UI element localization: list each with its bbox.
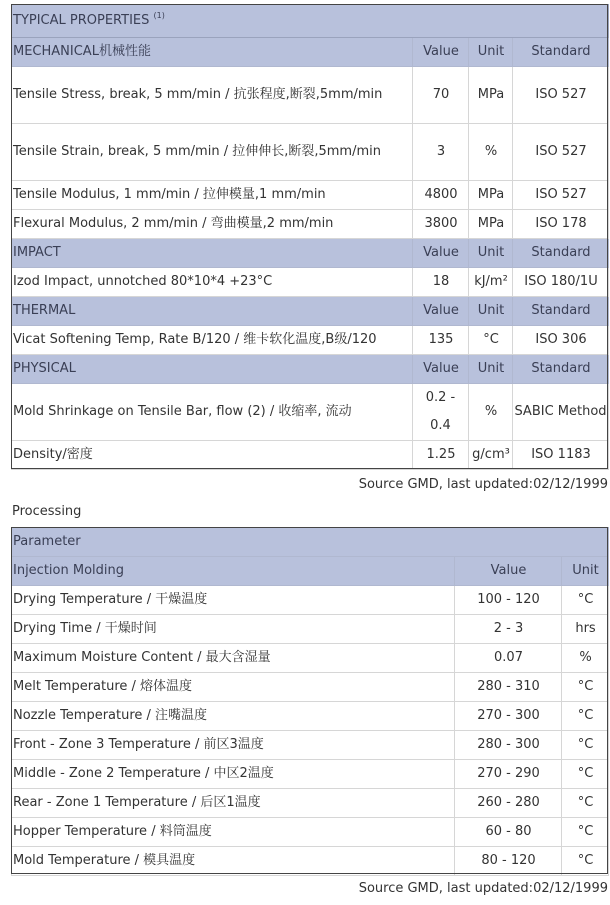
property-name: Vicat Softening Temp, Rate B/120 / 维卡软化温度,B级/120	[12, 326, 413, 355]
processing-source: Source GMD, last updated:02/12/1999	[358, 881, 608, 896]
unit-column-header: Unit	[469, 355, 513, 384]
thermal-header: THERMAL	[12, 297, 413, 326]
property-name: Mold Shrinkage on Tensile Bar, flow (2) / 收缩率, 流动	[12, 384, 413, 441]
value-column-header: Value	[413, 355, 469, 384]
property-value: 18	[413, 268, 469, 297]
table-row	[12, 702, 609, 731]
parameter-unit: °C	[562, 789, 609, 818]
parameter-name: Middle - Zone 2 Temperature / 中区2温度	[12, 760, 455, 789]
property-name: Tensile Modulus, 1 mm/min / 拉伸模量,1 mm/min	[12, 181, 413, 210]
injection-molding-header-row	[12, 557, 609, 586]
property-standard: ISO 306	[513, 326, 609, 355]
parameter-unit: hrs	[562, 615, 609, 644]
parameter-name: Melt Temperature / 熔体温度	[12, 673, 455, 702]
mechanical-header-row	[12, 38, 609, 67]
impact-header-row	[12, 239, 609, 268]
parameter-unit: °C	[562, 760, 609, 789]
property-unit: MPa	[469, 181, 513, 210]
property-standard: ISO 180/1U	[513, 268, 609, 297]
standard-column-header: Standard	[513, 38, 609, 67]
parameter-name: Hopper Temperature / 料筒温度	[12, 818, 455, 847]
table-row	[12, 673, 609, 702]
parameter-unit: °C	[562, 731, 609, 760]
impact-header: IMPACT	[12, 239, 413, 268]
table-row	[12, 210, 609, 239]
property-value: 4800	[413, 181, 469, 210]
parameter-unit: °C	[562, 586, 609, 615]
value-column-header: Value	[413, 239, 469, 268]
property-value: 3800	[413, 210, 469, 239]
parameter-unit: °C	[562, 673, 609, 702]
parameter-value: 280 - 300	[455, 731, 562, 760]
property-unit: °C	[469, 326, 513, 355]
table-row	[12, 268, 609, 297]
property-value: 135	[413, 326, 469, 355]
parameter-value: 2 - 3	[455, 615, 562, 644]
property-unit: %	[469, 384, 513, 441]
parameter-unit: %	[562, 644, 609, 673]
property-name: Izod Impact, unnotched 80*10*4 +23°C	[12, 268, 413, 297]
property-standard: ISO 527	[513, 181, 609, 210]
property-standard: ISO 178	[513, 210, 609, 239]
property-standard: SABIC Method	[513, 384, 609, 441]
title-footnote: (1)	[153, 11, 165, 20]
table-row	[12, 615, 609, 644]
parameter-name: Nozzle Temperature / 注嘴温度	[12, 702, 455, 731]
table-row	[12, 181, 609, 210]
parameter-name: Drying Time / 干燥时间	[12, 615, 455, 644]
value-column-header: Value	[455, 557, 562, 586]
table-row	[12, 384, 609, 441]
table-row	[12, 760, 609, 789]
unit-column-header: Unit	[469, 297, 513, 326]
parameter-header-row	[12, 528, 609, 557]
processing-label: Processing	[12, 504, 82, 519]
parameter-value: 60 - 80	[455, 818, 562, 847]
property-name: Tensile Stress, break, 5 mm/min / 抗张程度,断裂,5mm/min	[12, 67, 413, 124]
unit-column-header: Unit	[469, 38, 513, 67]
property-value: 3	[413, 124, 469, 181]
typical-properties-title-row	[12, 5, 609, 38]
table-row	[12, 124, 609, 181]
parameter-value: 260 - 280	[455, 789, 562, 818]
table-row	[12, 789, 609, 818]
property-unit: kJ/m²	[469, 268, 513, 297]
unit-column-header: Unit	[562, 557, 609, 586]
physical-header-row	[12, 355, 609, 384]
property-unit: MPa	[469, 67, 513, 124]
value-column-header: Value	[413, 38, 469, 67]
property-name: Flexural Modulus, 2 mm/min / 弯曲模量,2 mm/min	[12, 210, 413, 239]
parameter-value: 0.07	[455, 644, 562, 673]
table-row	[12, 847, 609, 876]
standard-column-header: Standard	[513, 239, 609, 268]
property-value: 1.25	[413, 441, 469, 470]
property-value: 0.2 - 0.4	[413, 384, 469, 441]
typical-properties-table	[11, 4, 609, 470]
table-row	[12, 326, 609, 355]
property-standard: ISO 1183	[513, 441, 609, 470]
table-row	[12, 731, 609, 760]
parameter-name: Maximum Moisture Content / 最大含湿量	[12, 644, 455, 673]
property-unit: g/cm³	[469, 441, 513, 470]
typical-properties-title: TYPICAL PROPERTIES	[13, 13, 150, 28]
parameter-value: 270 - 300	[455, 702, 562, 731]
mechanical-header: MECHANICAL机械性能	[12, 38, 413, 67]
property-unit: MPa	[469, 210, 513, 239]
table-row	[12, 644, 609, 673]
property-standard: ISO 527	[513, 67, 609, 124]
property-standard: ISO 527	[513, 124, 609, 181]
thermal-header-row	[12, 297, 609, 326]
standard-column-header: Standard	[513, 297, 609, 326]
parameter-value: 100 - 120	[455, 586, 562, 615]
value-column-header: Value	[413, 297, 469, 326]
parameter-unit: °C	[562, 847, 609, 876]
property-value: 70	[413, 67, 469, 124]
property-name: Tensile Strain, break, 5 mm/min / 拉伸伸长,断裂,5mm/min	[12, 124, 413, 181]
property-name: Density/密度	[12, 441, 413, 470]
table-row	[12, 818, 609, 847]
parameter-value: 80 - 120	[455, 847, 562, 876]
table-row	[12, 586, 609, 615]
property-unit: %	[469, 124, 513, 181]
physical-header: PHYSICAL	[12, 355, 413, 384]
parameter-unit: °C	[562, 702, 609, 731]
parameter-name: Front - Zone 3 Temperature / 前区3温度	[12, 731, 455, 760]
parameter-value: 280 - 310	[455, 673, 562, 702]
processing-table	[11, 527, 609, 876]
unit-column-header: Unit	[469, 239, 513, 268]
parameter-unit: °C	[562, 818, 609, 847]
typical-properties-source: Source GMD, last updated:02/12/1999	[358, 477, 608, 492]
parameter-name: Rear - Zone 1 Temperature / 后区1温度	[12, 789, 455, 818]
standard-column-header: Standard	[513, 355, 609, 384]
parameter-header: Parameter	[12, 528, 609, 557]
injection-molding-header: Injection Molding	[12, 557, 455, 586]
parameter-name: Drying Temperature / 干燥温度	[12, 586, 455, 615]
parameter-name: Mold Temperature / 模具温度	[12, 847, 455, 876]
table-row	[12, 67, 609, 124]
table-row	[12, 441, 609, 470]
parameter-value: 270 - 290	[455, 760, 562, 789]
